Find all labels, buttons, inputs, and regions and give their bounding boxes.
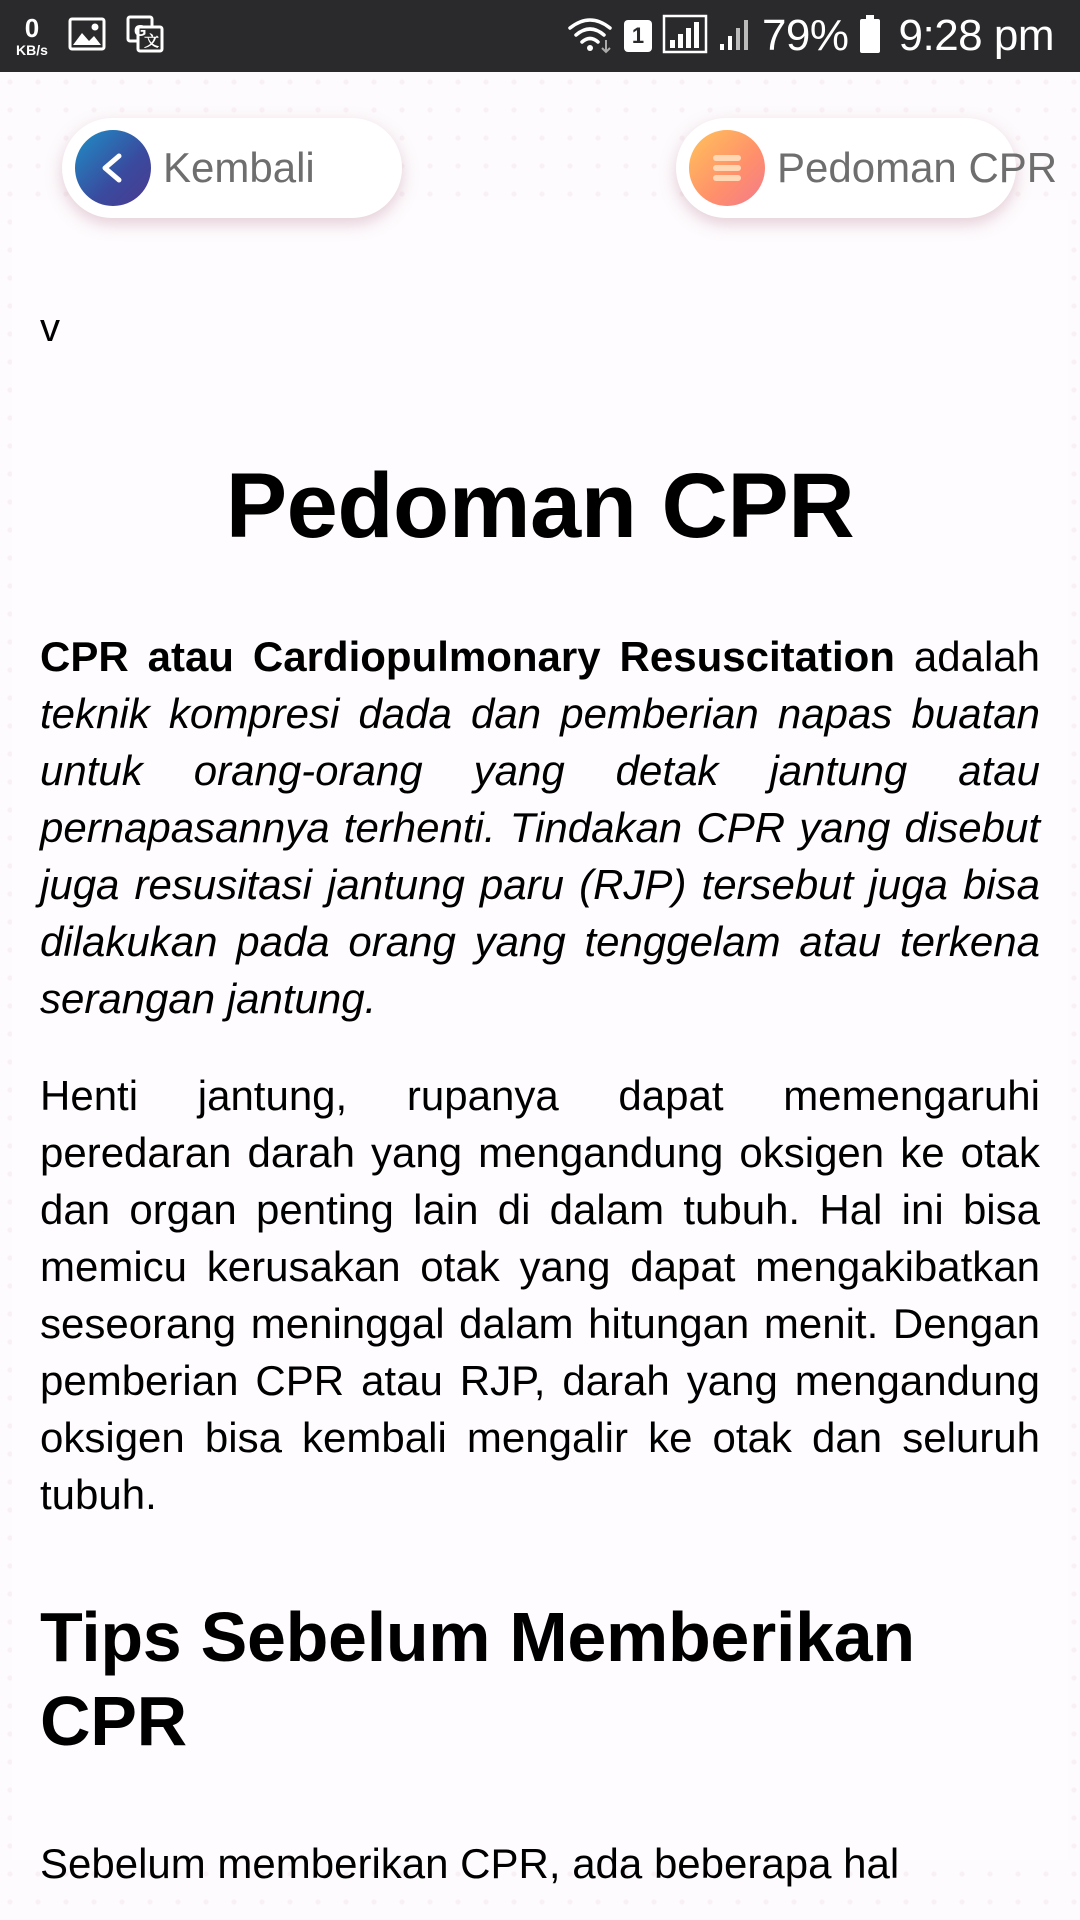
menu-icon bbox=[689, 130, 765, 206]
battery-percent: 79% bbox=[761, 11, 849, 60]
svg-text:文: 文 bbox=[143, 32, 159, 50]
intro-paragraph bbox=[40, 628, 1040, 1027]
network-speed-unit: KB/s bbox=[16, 42, 48, 58]
status-right-icons bbox=[566, 8, 1054, 64]
sim-slot-badge: 1 bbox=[624, 20, 652, 52]
back-button-label: Kembali bbox=[163, 144, 315, 191]
guide-menu-label: Pedoman CPR bbox=[777, 144, 1058, 191]
article bbox=[40, 300, 1040, 1892]
guide-menu-button[interactable] bbox=[676, 118, 1058, 218]
svg-text:G: G bbox=[133, 22, 147, 40]
battery-icon bbox=[859, 14, 881, 59]
cardiac-arrest-paragraph: Henti jantung, rupanya dapat memengaruhi peredaran darah yang mengandung oksigen ke otak dan organ penting lain di dalam tubuh. Hal ini bisa memicu kerusakan otak yang dapat mengakibatkan seseorang meninggal dalam hitungan menit. Dengan pemberian CPR atau RJP, darah yang mengandung oksigen bisa kembali mengalir ke otak dan seluruh tubuh. bbox=[40, 1072, 1040, 1518]
status-left-icons bbox=[16, 10, 164, 62]
gallery-icon bbox=[68, 17, 106, 56]
back-button[interactable] bbox=[62, 118, 402, 218]
wifi-icon bbox=[566, 14, 614, 59]
network-speed-value: 0 bbox=[24, 13, 40, 43]
clock: 9:28 pm bbox=[898, 11, 1054, 60]
intro-connector: adalah bbox=[894, 633, 1040, 680]
stray-text: v bbox=[40, 306, 60, 350]
intro-bold-term: CPR atau Cardiopulmonary Resuscitation bbox=[40, 633, 895, 680]
signal-secondary-icon bbox=[718, 14, 752, 59]
intro-definition: teknik kompresi dada dan pemberian napas buatan untuk orang-orang yang detak jantung atau pernapasannya terhenti. Tindakan CPR yang disebut juga resusitasi jantung paru (RJP) tersebut juga bisa dilakukan pada orang yang tenggelam atau terkena serangan jantung. bbox=[40, 690, 1040, 1022]
tips-heading: Tips Sebelum Memberikan CPR bbox=[40, 1598, 915, 1760]
back-icon bbox=[75, 130, 151, 206]
status-bar bbox=[0, 0, 1080, 72]
network-speed bbox=[16, 15, 48, 57]
signal-icon bbox=[662, 14, 708, 59]
tips-paragraph: Sebelum memberikan CPR, ada beberapa hal bbox=[40, 1840, 900, 1887]
translate-icon bbox=[126, 15, 164, 58]
page-title: Pedoman CPR bbox=[225, 455, 855, 557]
